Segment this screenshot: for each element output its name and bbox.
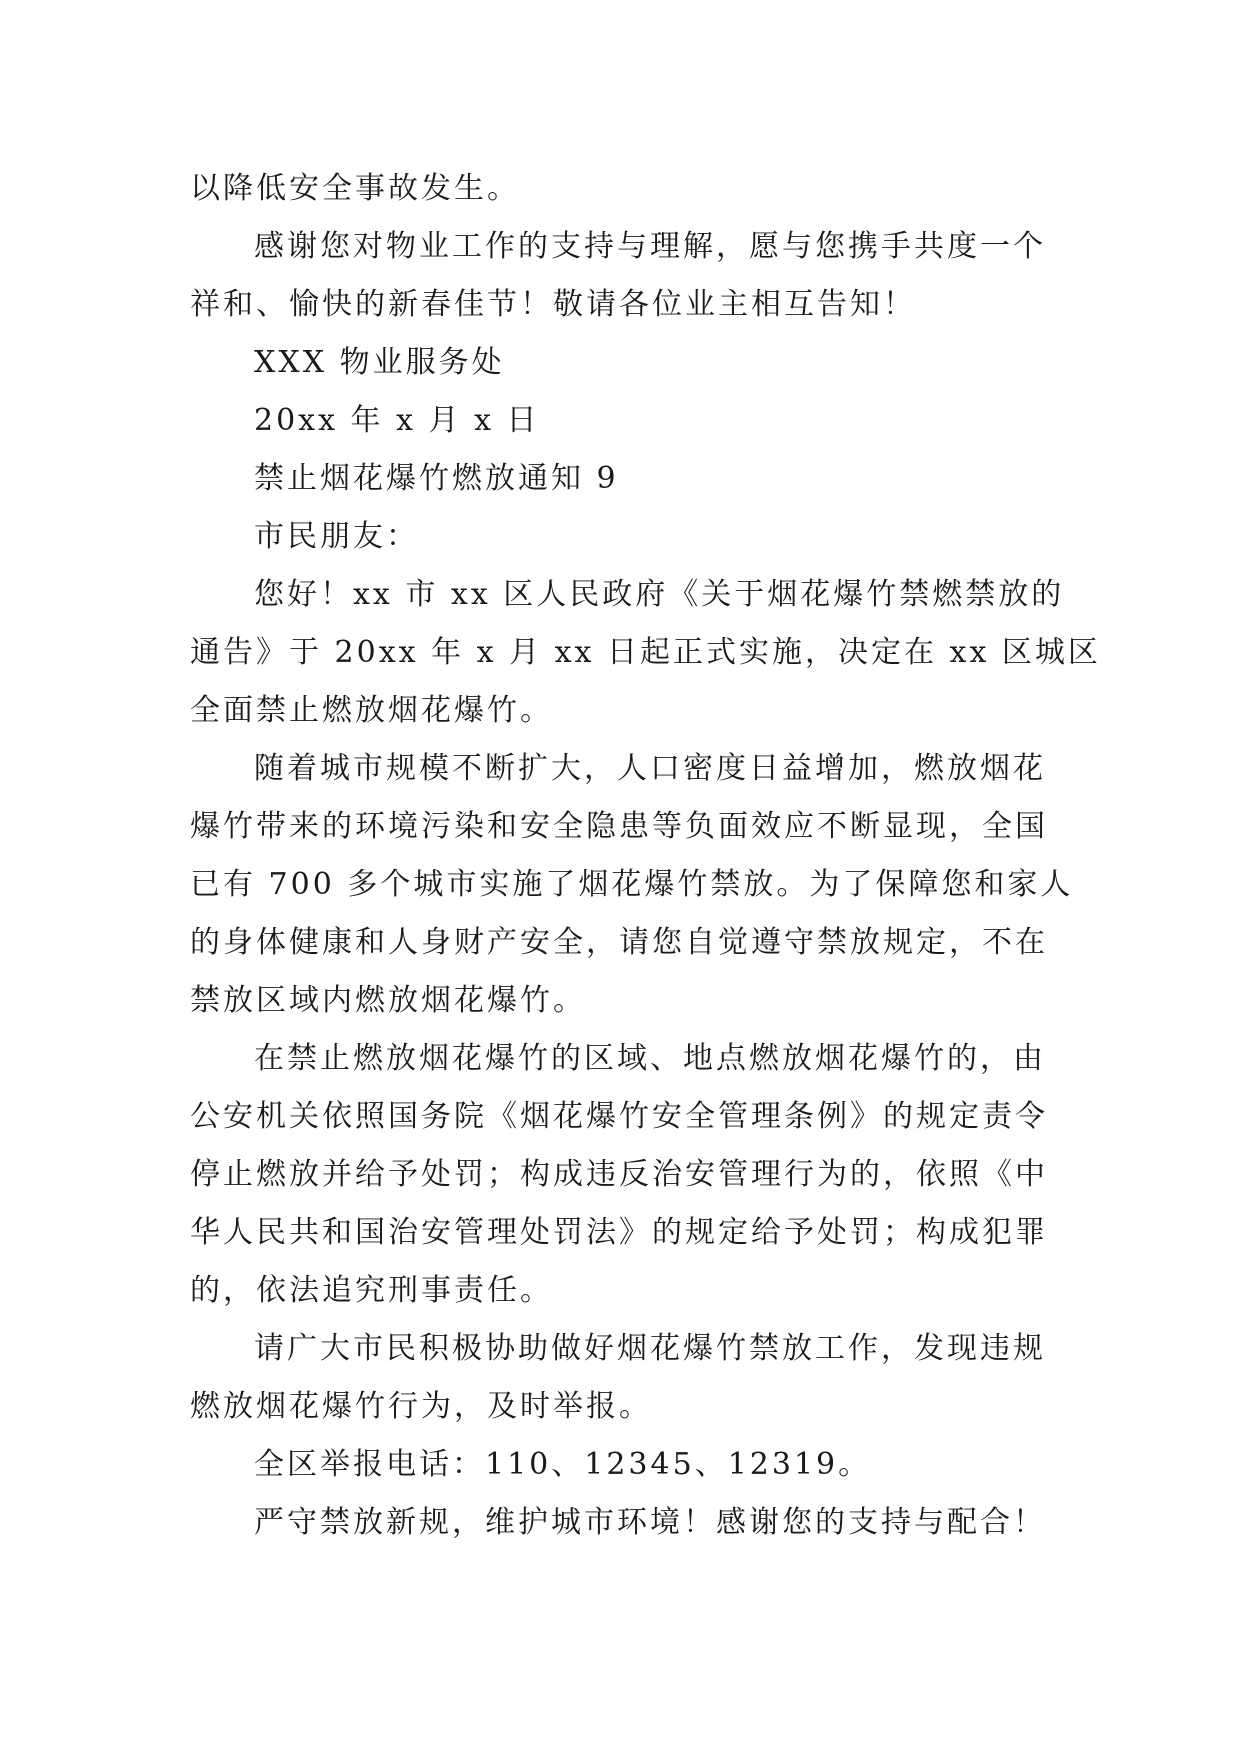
text-line: 以降低安全事故发生。 bbox=[190, 171, 520, 206]
text-line: 感谢您对物业工作的支持与理解，愿与您携手共度一个 bbox=[254, 229, 1046, 264]
text-line: 停止燃放并给予处罚；构成违反治安管理行为的，依照《中 bbox=[190, 1157, 1048, 1192]
text-line: 随着城市规模不断扩大，人口密度日益增加，燃放烟花 bbox=[254, 751, 1046, 786]
report-phone-line: 全区举报电话：110、12345、12319。 bbox=[254, 1447, 872, 1482]
document-body bbox=[190, 160, 1101, 1552]
text-line: 已有 700 多个城市实施了烟花爆竹禁放。为了保障您和家人 bbox=[190, 867, 1074, 902]
text-line: 在禁止燃放烟花爆竹的区域、地点燃放烟花爆竹的，由 bbox=[254, 1041, 1046, 1076]
salutation: 市民朋友： bbox=[254, 519, 419, 554]
signature-date: 20xx 年 x 月 x 日 bbox=[254, 403, 540, 438]
text-line: 燃放烟花爆竹行为，及时举报。 bbox=[190, 1389, 652, 1424]
text-line: 华人民共和国治安管理处罚法》的规定给予处罚；构成犯罪 bbox=[190, 1215, 1048, 1250]
signature-organization: XXX 物业服务处 bbox=[254, 345, 505, 380]
text-line: 的，依法追究刑事责任。 bbox=[190, 1273, 553, 1308]
text-line: 请广大市民积极协助做好烟花爆竹禁放工作，发现违规 bbox=[254, 1331, 1046, 1366]
text-line: 公安机关依照国务院《烟花爆竹安全管理条例》的规定责令 bbox=[190, 1099, 1048, 1134]
text-line: 的身体健康和人身财产安全，请您自觉遵守禁放规定，不在 bbox=[190, 925, 1048, 960]
text-line: 通告》于 20xx 年 x 月 xx 日起正式实施，决定在 xx 区城区 bbox=[190, 635, 1101, 670]
text-line: 您好！xx 市 xx 区人民政府《关于烟花爆竹禁燃禁放的 bbox=[254, 577, 1065, 612]
text-line: 祥和、愉快的新春佳节！敬请各位业主相互告知！ bbox=[190, 287, 916, 322]
notice-title: 禁止烟花爆竹燃放通知 9 bbox=[254, 461, 619, 496]
text-line: 爆竹带来的环境污染和安全隐患等负面效应不断显现，全国 bbox=[190, 809, 1048, 844]
text-line: 全面禁止燃放烟花爆竹。 bbox=[190, 693, 553, 728]
text-line: 禁放区域内燃放烟花爆竹。 bbox=[190, 983, 586, 1018]
closing-line: 严守禁放新规，维护城市环境！感谢您的支持与配合！ bbox=[254, 1505, 1046, 1540]
